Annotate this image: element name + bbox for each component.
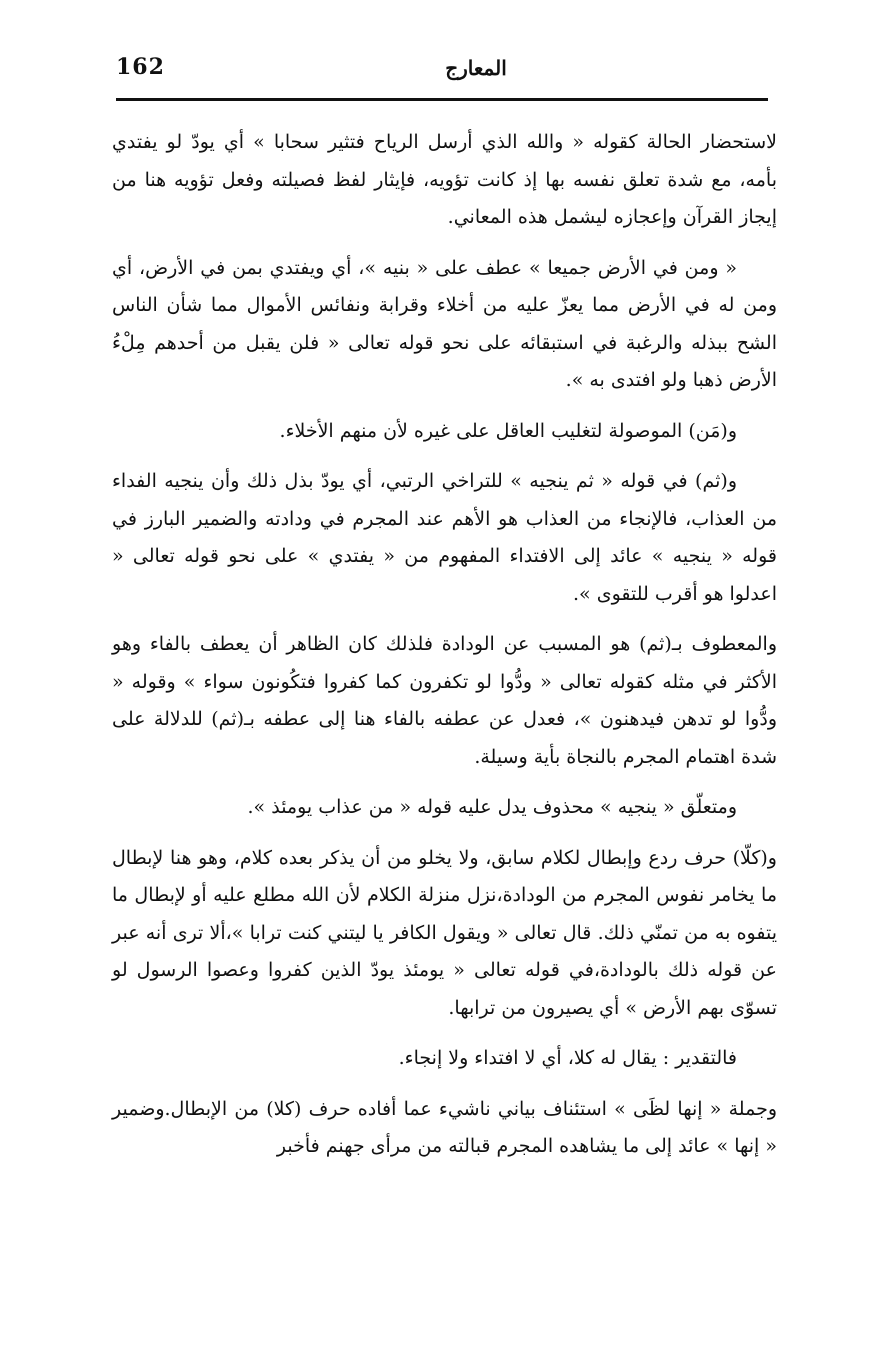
paragraph-1: لاستحضار الحالة كقوله « والله الذي أرسل الرياح فتثير سحابا » أي يودّ لو يفتدي بأمه، مع شدة تعلق نفسه بها إذ كانت تؤويه، فإيثار لفظ فصيلته وفعل تؤويه هنا من إيجاز القرآن وإعجازه ليشمل هذه المعاني. xyxy=(112,131,777,228)
page-header xyxy=(116,50,768,102)
paragraph-9: وجملة « إنها لظَى » استئناف بياني ناشيء عما أفاده حرف (كلا) من الإبطال.وضمير « إنها » عائد إلى ما يشاهده المجرم قبالته من مرأى جهنم فأخبر xyxy=(112,1097,777,1157)
paragraph-5: والمعطوف بـ(ثم) هو المسبب عن الودادة فلذلك كان الظاهر أن يعطف بالفاء وهو الأكثر في مثله كقوله تعالى « ودُّوا لو تكفرون كما كفروا فتكُونون سواء » وقوله « ودُّوا لو تدهن فيدهنون »، فعدل عن عطفه بالفاء هنا إلى عطفه بـ(ثم) للدلالة على شدة اهتمام المجرم بالنجاة بأية وسيلة. xyxy=(112,633,777,768)
running-title: المعارج xyxy=(445,56,507,80)
paragraph-2: « ومن في الأرض جميعا » عطف على « بنيه »، أي ويفتدي بمن في الأرض، أي ومن له في الأرض مما يعزّ عليه من أخلاء وقرابة ونفائس الأموال مما شأن الناس الشح ببذله والرغبة في استبقائه على نحو قوله تعالى « فلن يقبل من أحدهم مِلْءُ الأرض ذهبا ولو افتدى به ». xyxy=(112,256,777,391)
paragraph-3: و(مَن) الموصولة لتغليب العاقل على غيره لأن منهم الأخلاء. xyxy=(279,419,737,442)
paragraph-8: فالتقدير : يقال له كلا، أي لا افتداء ولا إنجاء. xyxy=(398,1047,737,1069)
paragraph-4: و(ثم) في قوله « ثم ينجيه » للتراخي الرتبي، أي يودّ بذل ذلك وأن ينجيه الفداء من العذاب، فالإنجاء من العذاب هو الأهم عند المجرم في ودادته والضمير البارز في قوله « ينجيه » عائد إلى الافتداء المفهوم من « يفتدي » على نحو قوله تعالى « اعدلوا هو أقرب للتقوى ». xyxy=(112,470,777,605)
paragraph-7: و(كلّا) حرف ردع وإبطال لكلام سابق، ولا يخلو من أن يذكر بعده كلام، وهو هنا لإبطال ما يخامر نفوس المجرم من الودادة،نزل منزلة الكلام لأن الله مطلع عليه أو لإبطال ما يتفوه به من تمنّي ذلك. قال تعالى « ويقول الكافر يا ليتني كنت ترابا »،ألا ترى أنه عبر عن قوله ذلك بالودادة،في قوله تعالى « يومئذ يودّ الذين كفروا وعصوا الرسول لو تسوّى بهم الأرض » أي يصيرون من ترابها. xyxy=(112,846,777,1019)
body-text xyxy=(112,124,777,1179)
header-rule xyxy=(116,98,768,101)
paragraph-6: ومتعلّق « ينجيه » محذوف يدل عليه قوله « من عذاب يومئذ ». xyxy=(247,796,737,818)
page-number: 162 xyxy=(116,54,165,80)
